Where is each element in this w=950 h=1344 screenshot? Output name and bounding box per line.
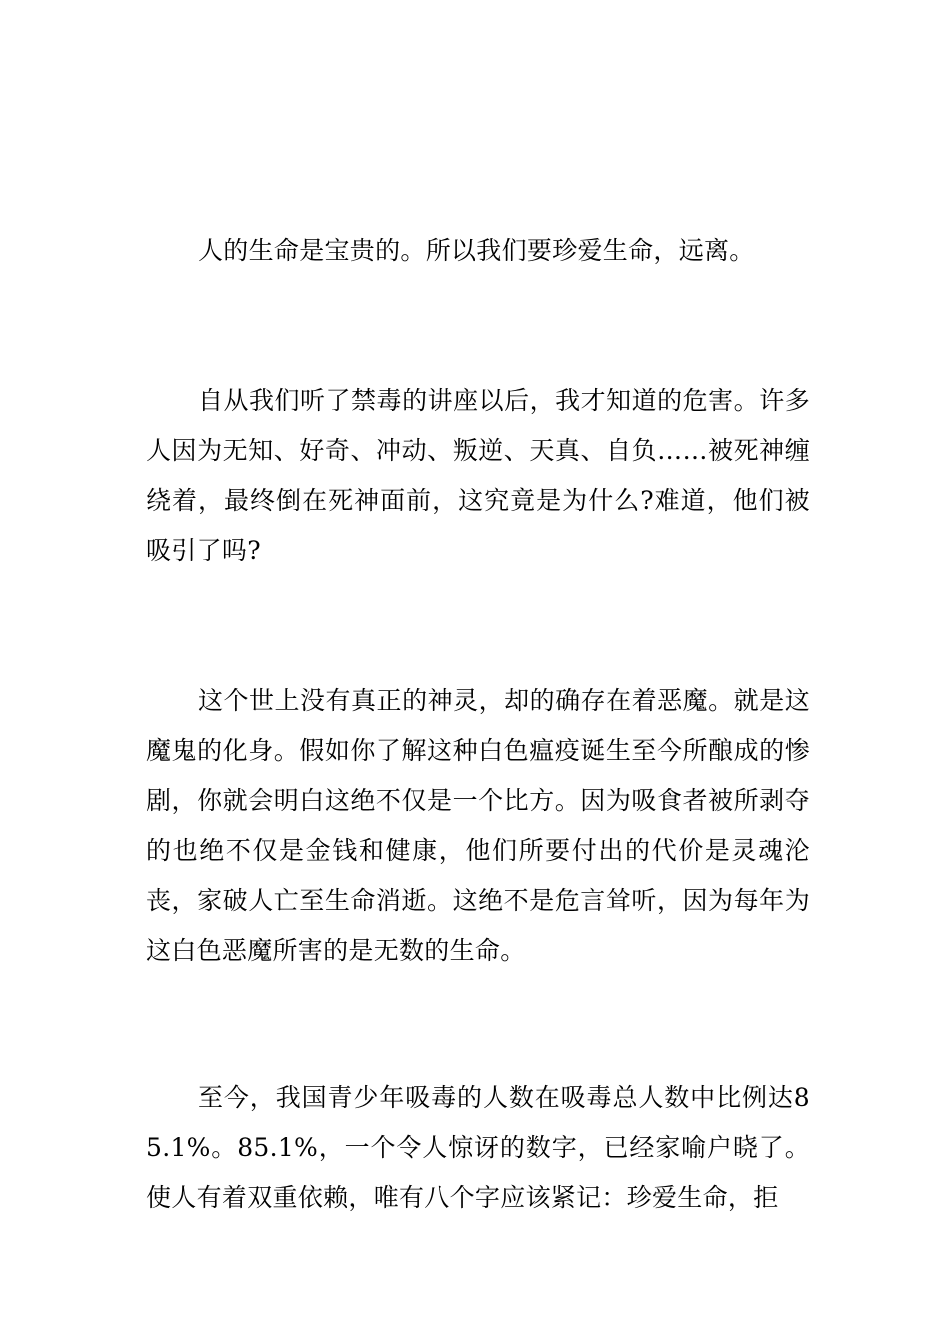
paragraph-intro: 人的生命是宝贵的。所以我们要珍爱生命，远离。 — [198, 236, 755, 265]
paragraph-statistics: 至今，我国青少年吸毒的人数在吸毒总人数中比例达85.1%。85.1%，一个令人惊讶的数字，已经家喻户晓了。使人有着双重依赖，唯有八个字应该紧记：珍爱生命，拒 — [146, 1083, 810, 1212]
paragraph-lecture: 自从我们听了禁毒的讲座以后，我才知道的危害。许多人因为无知、好奇、冲动、叛逆、天真、自负……被死神缠绕着，最终倒在死神面前，这究竟是为什么?难道，他们被吸引了吗? — [146, 386, 810, 565]
paragraph-demon: 这个世上没有真正的神灵，却的确存在着恶魔。就是这魔鬼的化身。假如你了解这种白色瘟疫诞生至今所酿成的惨剧，你就会明白这绝不仅是一个比方。因为吸食者被所剥夺的也绝不仅是金钱和健康，他们所要付出的代价是灵魂沦丧，家破人亡至生命消逝。这绝不是危言耸听，因为每年为这白色恶魔所害的是无数的生命。 — [146, 686, 810, 965]
